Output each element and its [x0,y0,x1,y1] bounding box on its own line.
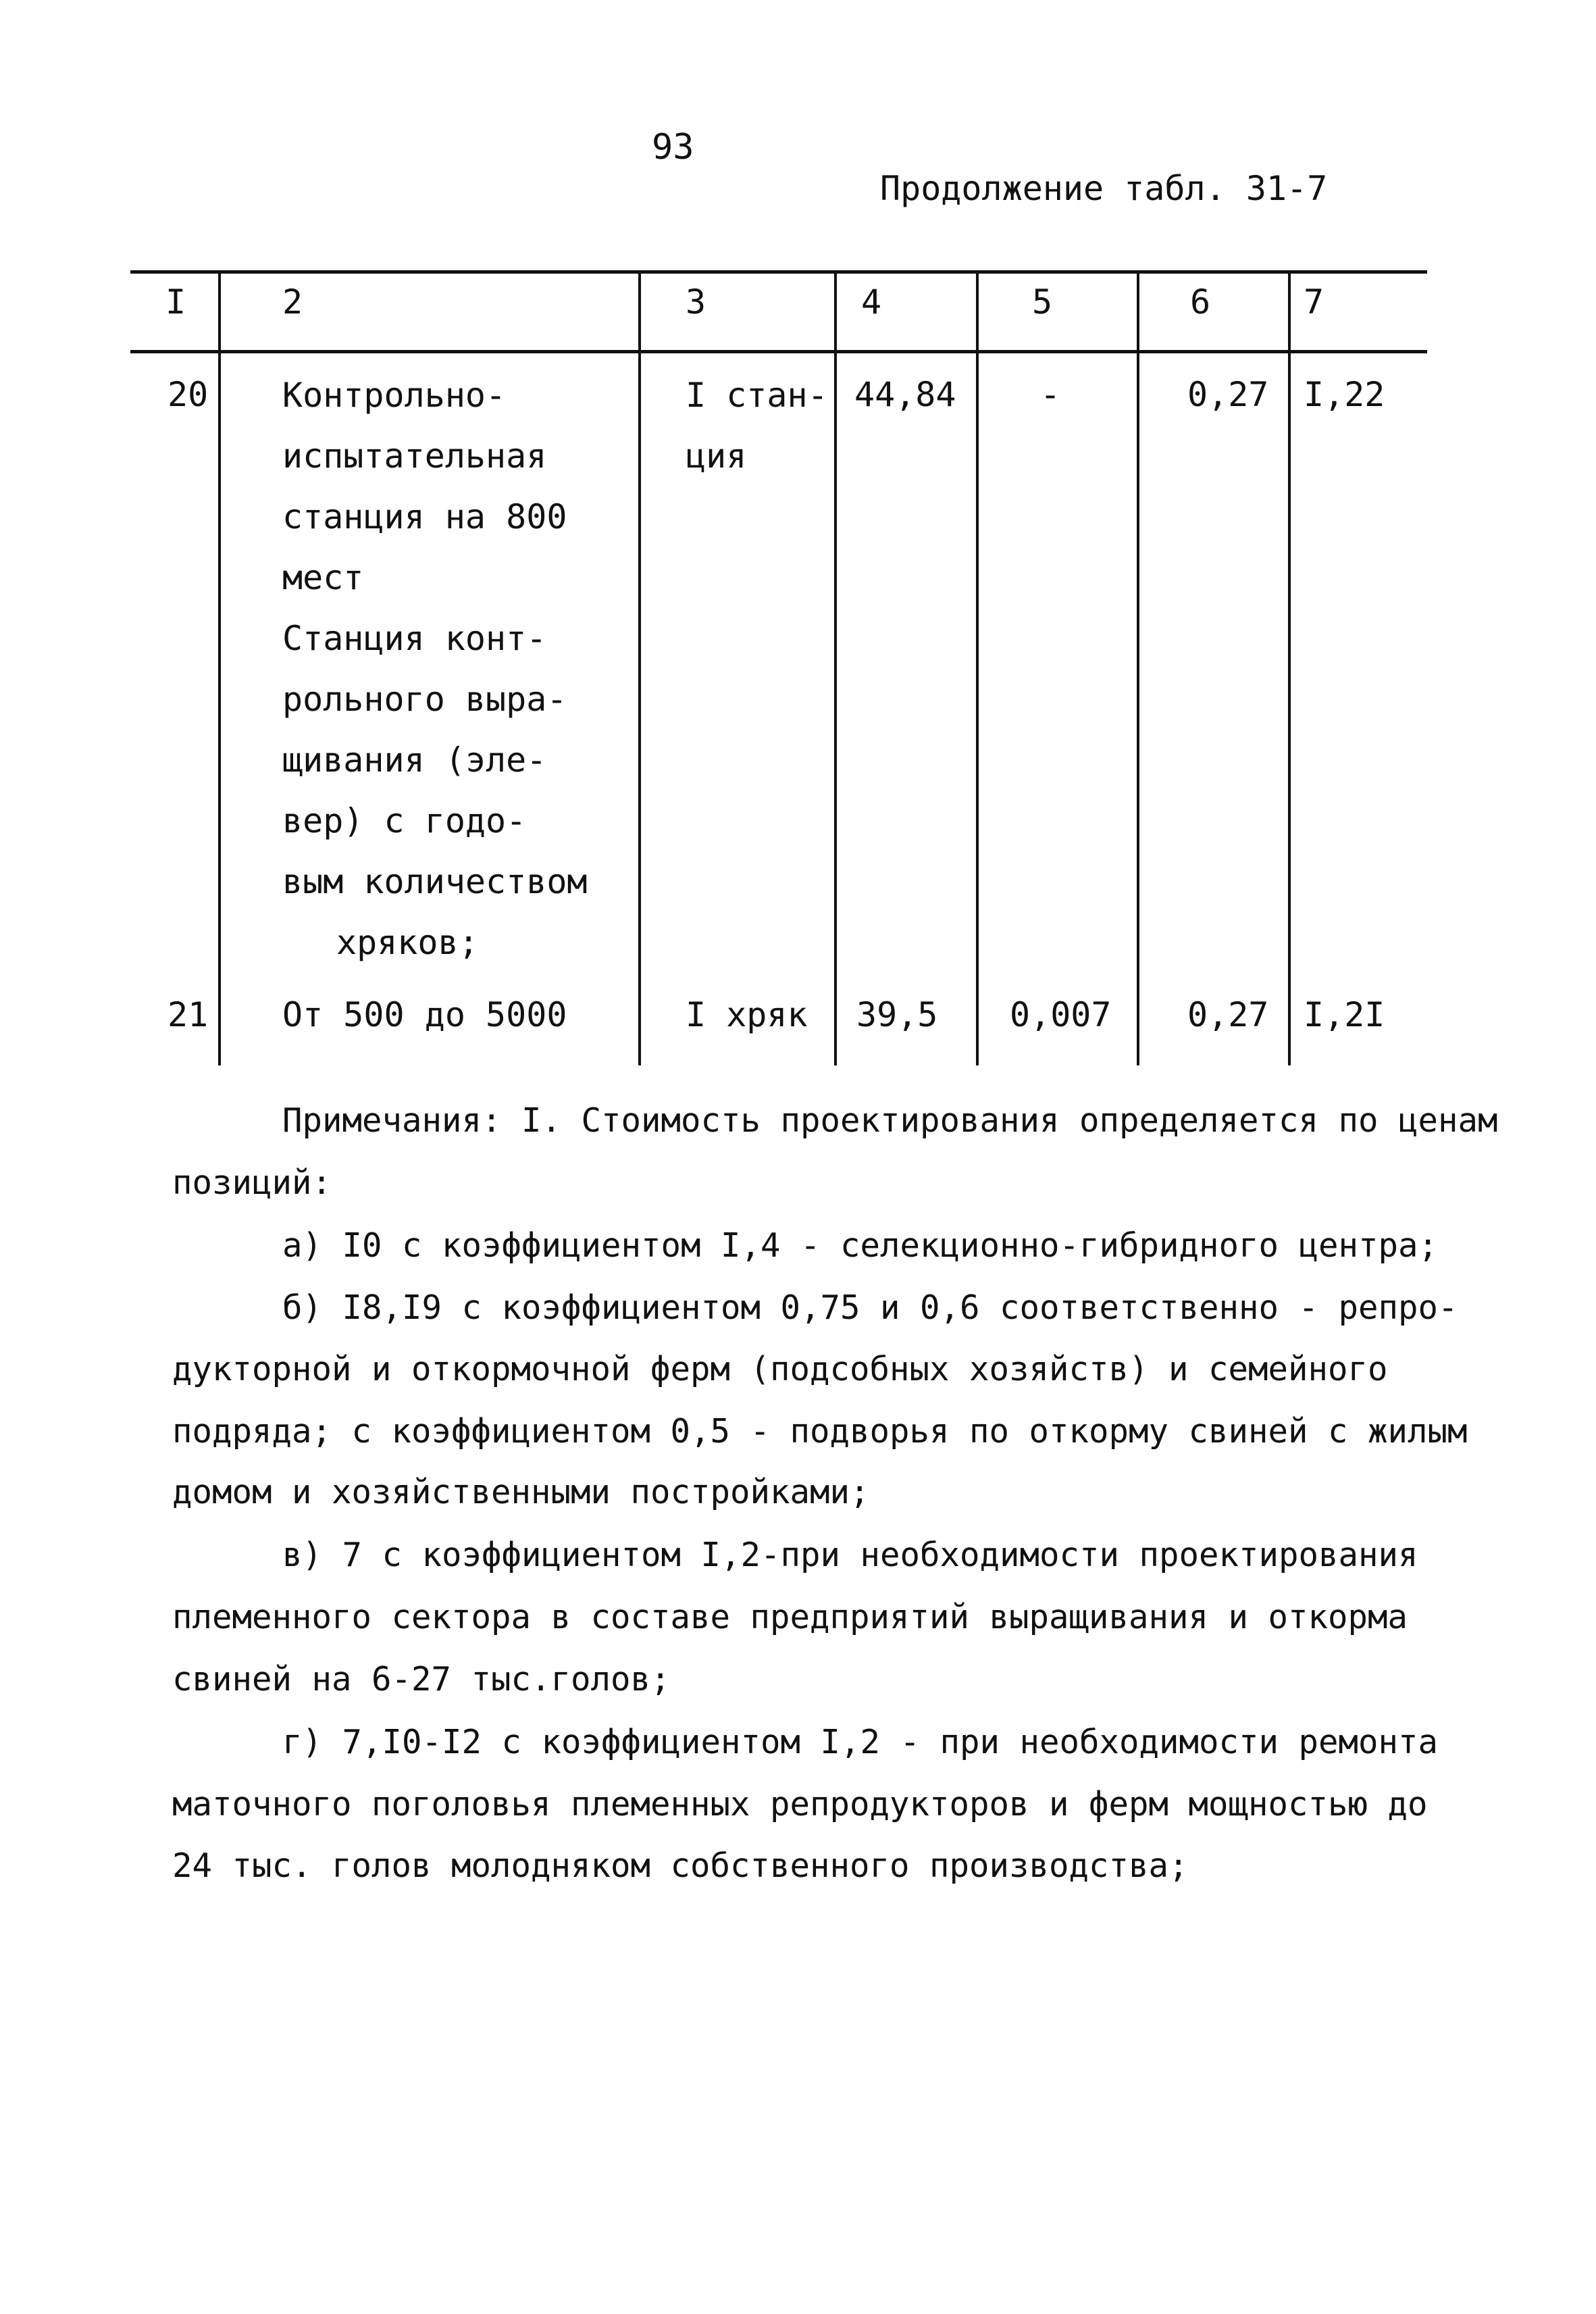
row-col-6: 0,27 [1187,375,1269,414]
notes-line: позиций: [172,1163,332,1202]
row-col-6: 0,27 [1187,995,1269,1034]
col-divider-3 [834,272,837,1065]
col-divider-1 [218,272,221,1065]
notes-line: подряда; с коэффициентом 0,5 - подворья по откорму свиней с жилым [172,1412,1468,1451]
row-name-line: рольного выра- [282,680,567,719]
notes-line: дукторной и откормочной ферм (подсобных хозяйств) и семейного [172,1350,1388,1388]
header-col-5: 5 [1032,282,1053,322]
notes-line: а) I0 с коэффициентом I,4 - селекционно-гибридного центра; [282,1226,1439,1265]
table-header-rule [130,350,1427,353]
page-number: 93 [652,127,694,168]
notes-line: в) 7 с коэффициентом I,2-при необходимости проектирования [282,1536,1418,1574]
table-top-rule [130,270,1427,274]
row-name-line: Станция конт- [282,619,547,658]
header-col-6: 6 [1190,282,1211,322]
row-unit [686,365,828,486]
notes-line: г) 7,I0-I2 с коэффициентом I,2 - при необходимости ремонта [282,1723,1439,1761]
col-divider-6 [1288,272,1291,1065]
notes-line: б) I8,I9 с коэффициентом 0,75 и 0,6 соответственно - репро- [282,1288,1458,1327]
notes-line: домом и хозяйственными постройками; [172,1473,870,1511]
row-col-7: I,2I [1304,995,1385,1034]
col-divider-2 [638,272,641,1065]
row-name: От 500 до 5000 [282,995,567,1034]
col-divider-5 [1137,272,1139,1065]
row-col-5: 0,007 [1010,995,1112,1034]
row-name-line: хряков; [336,923,479,962]
header-col-3: 3 [686,282,706,322]
notes-line: 24 тыс. голов молодняком собственного производства; [172,1846,1189,1885]
row-col-4: 44,84 [854,375,956,414]
row-unit-line: ция [686,436,747,476]
notes-line: свиней на 6-27 тыс.голов; [172,1660,671,1699]
notes-line: маточного поголовья племенных репродукторов и ферм мощностью до [172,1785,1428,1823]
row-name-line: Контрольно- [282,376,507,415]
row-name-line: испытательная [282,436,547,476]
row-name-line: щивания (эле- [282,740,547,780]
col-divider-4 [976,272,979,1065]
header-col-2: 2 [282,282,303,322]
row-unit-line: I стан- [686,376,828,415]
row-name-line: вым количеством [282,862,588,901]
notes-line: Примечания: I. Стоимость проектирования определяется по ценам [282,1101,1498,1140]
row-col-4: 39,5 [856,995,938,1034]
header-col-7: 7 [1304,282,1324,322]
row-name-line: мест [282,558,364,597]
header-col-1: I [165,282,186,322]
row-name-line: станция на 800 [282,497,567,536]
notes-line: племенного сектора в составе предприятий выращивания и откорма [172,1598,1408,1636]
row-number: 21 [168,995,209,1034]
table-caption: Продолжение табл. 31-7 [880,169,1328,208]
row-number: 20 [168,375,209,414]
row-unit: I хряк [686,995,808,1034]
header-col-4: 4 [861,282,882,322]
row-name-line: вер) с годо- [282,801,527,840]
row-name [282,365,588,973]
row-col-5: - [1040,375,1061,414]
row-col-7: I,22 [1304,375,1385,414]
